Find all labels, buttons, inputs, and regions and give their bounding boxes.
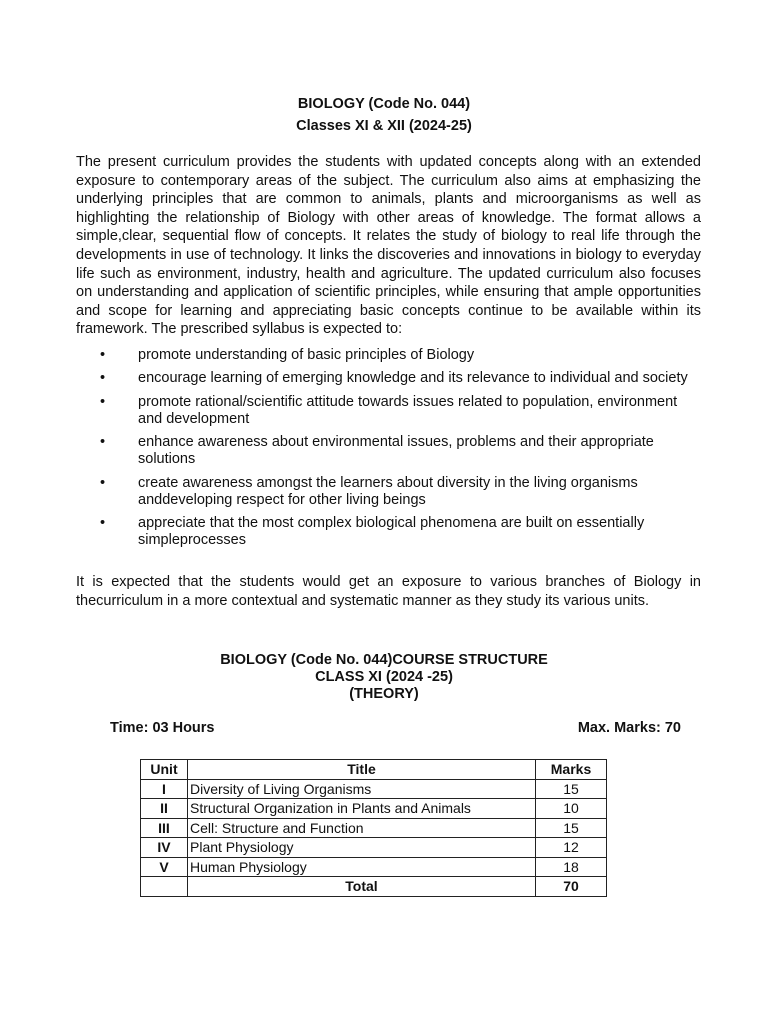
title-cell: Cell: Structure and Function <box>188 818 536 838</box>
list-item-text: appreciate that the most complex biological phenomena are built on essentially simpleprocesses <box>138 514 645 548</box>
unit-cell: IV <box>141 838 188 858</box>
document-title: BIOLOGY (Code No. 044) <box>297 96 471 112</box>
unit-cell: V <box>141 857 188 877</box>
bullet-icon: • <box>100 370 106 387</box>
list-item <box>76 434 701 468</box>
empty-unit-cell <box>141 877 188 897</box>
total-marks: 70 <box>536 877 607 897</box>
total-label: Total <box>188 877 536 897</box>
bullet-icon: • <box>100 434 106 451</box>
column-header-title: Title <box>188 760 536 780</box>
marks-cell: 15 <box>536 818 607 838</box>
units-table <box>140 759 607 897</box>
title-cell: Structural Organization in Plants and Animals <box>188 799 536 819</box>
list-item-text: create awareness amongst the learners about diversity in the living organisms anddeveloping respect for other living beings <box>138 474 638 508</box>
list-item-text: encourage learning of emerging knowledge and its relevance to individual and society <box>138 370 688 387</box>
bullet-icon: • <box>100 347 106 363</box>
list-item-text: enhance awareness about environmental issues, problems and their appropriate solutions <box>138 434 654 468</box>
title-cell: Diversity of Living Organisms <box>188 779 536 799</box>
list-item <box>76 475 701 509</box>
table-row <box>141 818 607 838</box>
list-item <box>76 394 701 428</box>
bullet-icon: • <box>100 474 106 491</box>
max-marks-label: Max. Marks: 70 <box>577 720 681 736</box>
marks-cell: 18 <box>536 857 607 877</box>
objectives-list <box>76 347 701 555</box>
unit-cell: I <box>141 779 188 799</box>
closing-paragraph: It is expected that the students would get an exposure to various branches of Biology in thecurriculum in a more contextual and systematic manner as they study its various units. <box>76 574 701 609</box>
column-header-unit: Unit <box>141 760 188 780</box>
marks-cell: 15 <box>536 779 607 799</box>
bullet-icon: • <box>100 514 106 531</box>
class-heading: CLASS XI (2024 -25) <box>315 669 453 685</box>
list-item-text: promote understanding of basic principles of Biology <box>138 347 475 363</box>
intro-paragraph: The present curriculum provides the students with updated concepts along with an extended exposure to contemporary areas of the subject. The curriculum also aims at emphasizing the underlying principles that are common to animals, plants and microorganisms as well as highlighting the relationship of Biology with other areas of knowledge. The format allows a simple,clear, sequential flow of concepts. It relates the study of biology to real life through the developments in use of technology. It links the discoveries and innovations in biology to everyday life such as environment, industry, health and agriculture. The updated curriculum also focuses on understanding and application of scientific principles, while ensuring that ample opportunities and scope for learning and appreciating basic concepts continue to be available within its framework. The prescribed syllabus is expected to: <box>76 154 701 338</box>
unit-cell: III <box>141 818 188 838</box>
title-cell: Plant Physiology <box>188 838 536 858</box>
table-row <box>141 779 607 799</box>
list-item <box>76 515 701 549</box>
course-structure-title: BIOLOGY (Code No. 044)COURSE STRUCTURE <box>220 652 548 668</box>
column-header-marks: Marks <box>536 760 607 780</box>
list-item-text: promote rational/scientific attitude towards issues related to population, environment and development <box>138 393 678 427</box>
title-cell: Human Physiology <box>188 857 536 877</box>
table-header-row <box>141 760 607 780</box>
bullet-icon: • <box>100 393 106 410</box>
time-label: Time: 03 Hours <box>110 720 215 736</box>
table-total-row <box>141 877 607 897</box>
list-item <box>76 370 701 387</box>
theory-heading: (THEORY) <box>349 686 419 702</box>
document-subtitle: Classes XI & XII (2024-25) <box>296 118 472 134</box>
table-row <box>141 799 607 819</box>
marks-cell: 10 <box>536 799 607 819</box>
unit-cell: II <box>141 799 188 819</box>
table-row <box>141 857 607 877</box>
marks-cell: 12 <box>536 838 607 858</box>
table-row <box>141 838 607 858</box>
list-item <box>76 347 701 364</box>
